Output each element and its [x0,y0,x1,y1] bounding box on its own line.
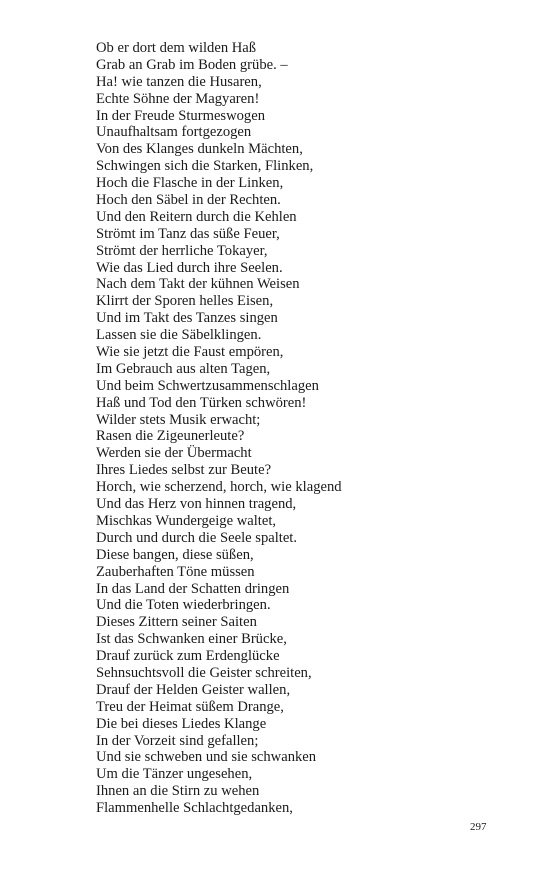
poem-line: Ihres Liedes selbst zur Beute? [96,462,272,479]
poem-line: Wilder stets Musik erwacht; [96,411,261,428]
poem-line: Flammenhelle Schlachtgedanken, [96,800,293,817]
poem-line: Und beim Schwertzusammenschlagen [96,377,319,394]
poem-line: Hoch die Flasche in der Linken, [96,175,284,192]
poem-line: Um die Tänzer ungesehen, [96,766,253,783]
poem-line: Im Gebrauch aus alten Tagen, [96,360,271,377]
poem-line: Diese bangen, diese süßen, [96,546,254,563]
poem-line: Echte Söhne der Magyaren! [96,90,260,107]
page-number: 297 [470,821,487,833]
poem-line: Schwingen sich die Starken, Flinken, [96,158,314,175]
poem-line: Und im Takt des Tanzes singen [96,310,278,327]
poem-line: Und die Toten wiederbringen. [96,597,271,614]
poem-line: Ha! wie tanzen die Husaren, [96,73,262,90]
poem-line: Ihnen an die Stirn zu wehen [96,783,260,800]
poem-line: Die bei dieses Liedes Klange [96,715,267,732]
poem-line: Werden sie der Übermacht [96,445,252,462]
poem-line: Wie das Lied durch ihre Seelen. [96,259,283,276]
poem-line: Grab an Grab im Boden grübe. – [96,56,288,73]
poem-line: Und das Herz von hinnen tragend, [96,496,297,513]
poem-line: Rasen die Zigeunerleute? [96,428,245,445]
poem-line: Treu der Heimat süßem Drange, [96,698,284,715]
poem-line: In das Land der Schatten dringen [96,580,290,597]
poem-line: Unaufhaltsam fortgezogen [96,124,252,141]
poem-line: Drauf der Helden Geister wallen, [96,681,291,698]
poem-line: Horch, wie scherzend, horch, wie klagend [96,479,342,496]
poem-line: Wie sie jetzt die Faust empören, [96,344,284,361]
poem-line: Mischkas Wundergeige waltet, [96,512,277,529]
poem-line: Und den Reitern durch die Kehlen [96,208,297,225]
poem-line: Durch und durch die Seele spaltet. [96,529,298,546]
poem-line: Haß und Tod den Türken schwören! [96,394,307,411]
poem-line: Hoch den Säbel in der Rechten. [96,192,281,209]
poem-line: Lassen sie die Säbelklingen. [96,327,262,344]
poem-line: Und sie schweben und sie schwanken [96,749,317,766]
poem-line: Von des Klanges dunkeln Mächten, [96,141,303,158]
poem-line: In der Vorzeit sind gefallen; [96,732,259,749]
poem-line: Nach dem Takt der kühnen Weisen [96,276,300,293]
poem-line: Strömt der herrliche Tokayer, [96,242,268,259]
poem-line: Sehnsuchtsvoll die Geister schreiten, [96,664,312,681]
poem-line: Drauf zurück zum Erdenglücke [96,648,280,665]
poem-line: Dieses Zittern seiner Saiten [96,614,257,631]
poem-line: Klirrt der Sporen helles Eisen, [96,293,274,310]
poem-text [96,40,342,817]
poem-line: Ist das Schwanken einer Brücke, [96,631,287,648]
poem-line: Zauberhaften Töne müssen [96,563,255,580]
poem-line: In der Freude Sturmeswogen [96,107,266,124]
poem-line: Strömt im Tanz das süße Feuer, [96,225,280,242]
poem-line: Ob er dort dem wilden Haß [96,40,257,56]
